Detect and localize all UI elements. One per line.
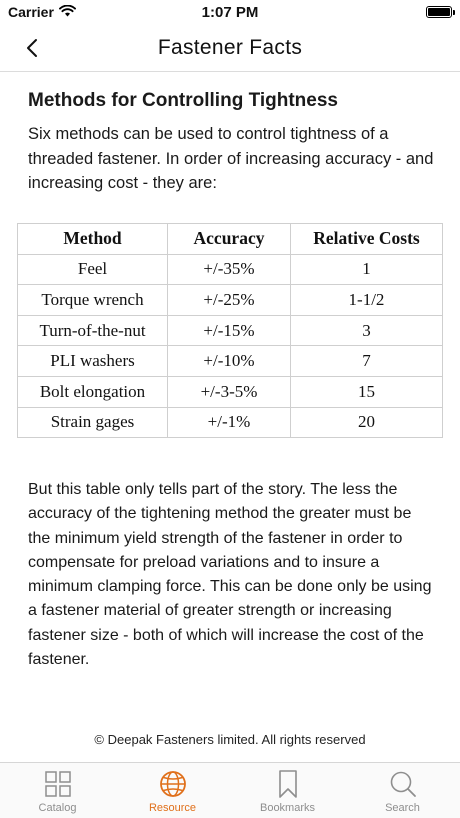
carrier-label: Carrier	[8, 4, 54, 20]
table-row	[18, 407, 443, 438]
header-accuracy: Accuracy	[168, 224, 291, 255]
tab-search[interactable]	[345, 763, 460, 818]
cell-cost: 15	[291, 376, 443, 407]
cell-method: Bolt elongation	[18, 376, 168, 407]
cell-accuracy: +/-35%	[168, 254, 291, 285]
tightness-table-container	[17, 223, 443, 438]
cell-method: Turn-of-the-nut	[18, 315, 168, 346]
cell-accuracy: +/-25%	[168, 285, 291, 316]
cell-accuracy: +/-1%	[168, 407, 291, 438]
chevron-left-icon	[25, 38, 39, 58]
cell-method: Strain gages	[18, 407, 168, 438]
page-title: Fastener Facts	[157, 35, 303, 59]
header-relative-costs: Relative Costs	[291, 224, 443, 255]
tab-catalog[interactable]	[0, 763, 115, 818]
cell-cost: 7	[291, 346, 443, 377]
tab-label: Bookmarks	[259, 802, 316, 814]
cell-cost: 1-1/2	[291, 285, 443, 316]
cell-cost: 3	[291, 315, 443, 346]
intro-paragraph: Six methods can be used to control tightness of a threaded fastener. In order of increasing accuracy - and increasing cost - they are:	[28, 125, 434, 192]
back-button[interactable]	[16, 32, 48, 64]
tab-resource[interactable]	[115, 763, 230, 818]
battery-icon	[426, 6, 452, 18]
status-left	[8, 4, 76, 20]
status-bar	[0, 0, 460, 24]
tightness-methods-table	[17, 223, 443, 438]
table-row	[18, 376, 443, 407]
tab-label: Search	[385, 802, 420, 814]
cell-method: PLI washers	[18, 346, 168, 377]
cell-accuracy: +/-15%	[168, 315, 291, 346]
table-row	[18, 254, 443, 285]
tab-bar	[0, 762, 460, 818]
copyright-notice: © Deepak Fasteners limited. All rights reserved	[94, 732, 366, 747]
tab-label: Resource	[148, 802, 197, 814]
search-icon	[388, 769, 418, 799]
cell-accuracy: +/-10%	[168, 346, 291, 377]
grid-icon	[43, 769, 73, 799]
wifi-icon	[59, 4, 76, 20]
cell-method: Feel	[18, 254, 168, 285]
header-method: Method	[18, 224, 168, 255]
section-title: Methods for Controlling Tightness	[28, 90, 338, 111]
nav-bar	[0, 24, 460, 72]
table-row	[18, 346, 443, 377]
body-paragraph: But this table only tells part of the story. The less the accuracy of the tightening method the greater must be the minimum yield strength of the fastener in order to compensate for preload variations and to insure a minimum clamping force. This can be done only be using a fastener material of greater strength or increasing fastener size - both of which will increase the cost of the fastener.	[28, 481, 432, 669]
tab-label: Catalog	[38, 802, 77, 814]
table-row	[18, 315, 443, 346]
cell-cost: 20	[291, 407, 443, 438]
content-area[interactable]	[0, 72, 460, 762]
table-header-row	[18, 224, 443, 255]
table-row	[18, 285, 443, 316]
bookmark-icon	[273, 769, 303, 799]
cell-cost: 1	[291, 254, 443, 285]
tab-bookmarks[interactable]	[230, 763, 345, 818]
cell-accuracy: +/-3-5%	[168, 376, 291, 407]
cell-method: Torque wrench	[18, 285, 168, 316]
globe-icon	[158, 769, 188, 799]
status-time: 1:07 PM	[201, 3, 259, 21]
battery-fill	[428, 8, 450, 16]
